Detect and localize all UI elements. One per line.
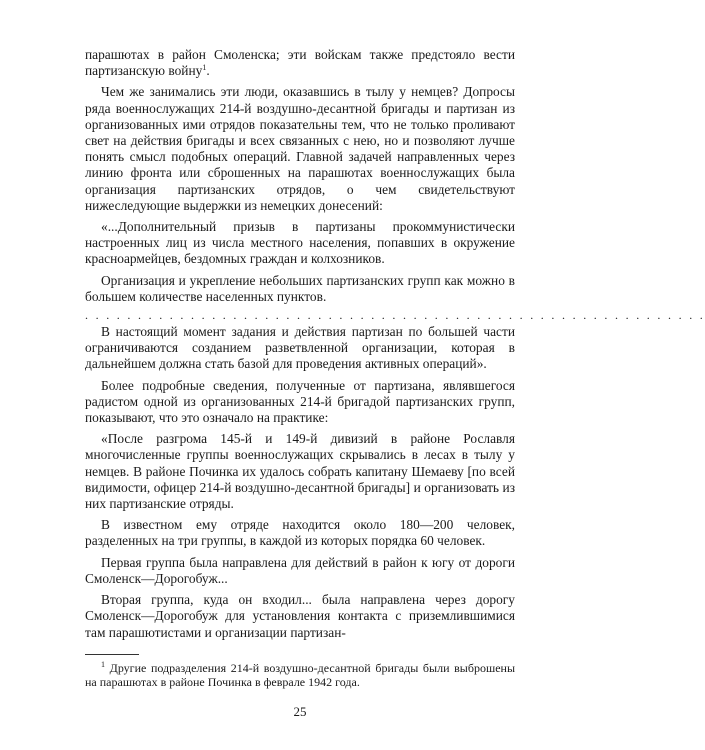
paragraph: Чем же занимались эти люди, оказавшись в тылу у немцев? Допросы ряда военнослужащих 214-й воздушно-десантной бригады и партизан из организованных ими отрядов показательны тем, что не только проливают свет на действия бригады и всех связанных с нею, но и позволяют лучше понять смысл подобных операций. Главной задачей направленных через линию фронта или сброшенных на парашютах военнослужащих была организация партизанских отрядов, о чем свидетельствуют нижеследующие выдержки из немецких донесений: xyxy=(85,84,515,213)
quote-paragraph: «После разгрома 145-й и 149-й дивизий в районе Рославля многочисленные группы военнослужащих скрывались в лесах в тылу у немцев. В районе Починка их удалось собрать капитану Шемаеву [по всей видимости, офицер 214-й воздушно-десантной бригады] и организовать из них партизанские отряды. xyxy=(85,431,515,512)
quote-paragraph: Организация и укрепление небольших партизанских групп как можно в большем количестве населенных пунктов. xyxy=(85,272,515,304)
quote-paragraph: Вторая группа, куда он входил... была направлена через дорогу Смоленск—Дорогобуж для установления контакта с приземлившимися там парашютистами и организации партизан- xyxy=(85,592,515,640)
page-number: 25 xyxy=(293,704,307,719)
ellipsis-separator: . . . . . . . . . . . . . . . . . . . . . . . . . . . . . . . . . . . . . . . . . . . . . . . . . . . . . . . . . . . xyxy=(85,308,705,323)
quote-paragraph: В известном ему отряде находится около 180—200 человек, разделенных на три группы, в каждой из которых порядка 60 человек. xyxy=(85,517,515,549)
page-body xyxy=(85,47,705,641)
quote-paragraph: В настоящий момент задания и действия партизан по большей части ограничиваются созданием разветвленной организации, которая в дальнейшем должна стать базой для проведения активных операций». xyxy=(85,324,515,372)
quote-paragraph: «...Дополнительный призыв в партизаны прокоммунистически настроенных лиц из числа местного населения, попавших в окружение красноармейцев, бездомных граждан и колхозников. xyxy=(85,219,515,267)
quote-paragraph: Первая группа была направлена для действий в район к югу от дороги Смоленск—Дорогобуж... xyxy=(85,554,515,586)
footnote xyxy=(85,661,515,689)
paragraph: Более подробные сведения, полученные от партизана, являвшегося радистом одной из организованных 214-й бригадой партизанских групп, показывают, что это означало на практике: xyxy=(85,377,515,426)
paragraph: парашютах в район Смоленска; эти войскам также предстояло вести партизанскую войну$^1$. xyxy=(85,47,515,79)
footnote-text: Другие подразделения 214-й воздушно-десантной бригады были выброшены на парашютах в районе Починка в феврале 1942 года. xyxy=(85,661,516,689)
footnote-marker: 1 xyxy=(101,660,105,669)
footnote-reference: 1 xyxy=(202,63,207,73)
footnote-divider xyxy=(85,654,139,655)
